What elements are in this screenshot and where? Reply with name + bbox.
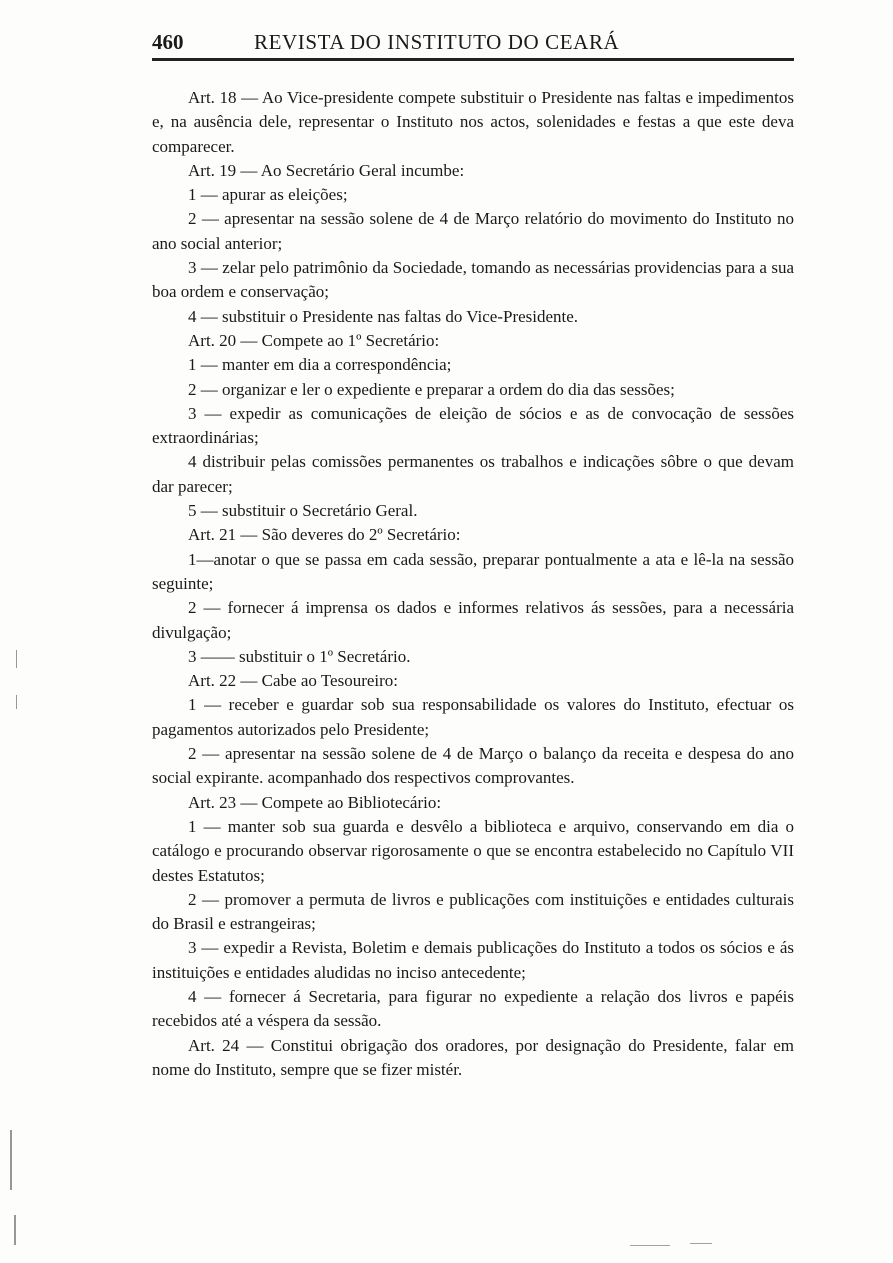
scan-artifact xyxy=(14,1215,16,1245)
article-19-item-2: 2 — apresentar na sessão solene de 4 de Março relatório do movimento do Instituto no ano social anterior; xyxy=(152,209,794,253)
scan-artifact xyxy=(16,695,17,709)
article-20-item-4: 4 distribuir pelas comissões permanentes os trabalhos e indicações sôbre o que devam dar parecer; xyxy=(152,452,794,496)
article-22-heading: Art. 22 — Cabe ao Tesoureiro: xyxy=(188,671,399,691)
article-23-item-3: 3 — expedir a Revista, Boletim e demais publicações do Instituto a todos os sócios e ás instituições e entidades aludidas no inciso antecedente; xyxy=(152,938,794,982)
article-21-item-2: 2 — fornecer á imprensa os dados e informes relativos ás sessões, para a necessária divulgação; xyxy=(152,598,794,642)
article-23-heading: Art. 23 — Compete ao Bibliotecário: xyxy=(188,792,442,812)
article-19-item-1: 1 — apurar as eleições; xyxy=(188,185,348,205)
article-22-item-1: 1 — receber e guardar sob sua responsabilidade os valores do Instituto, efectuar os pagamentos autorizados pelo Presidente; xyxy=(152,695,794,739)
scan-artifact xyxy=(16,650,17,668)
statute-text xyxy=(152,86,794,1082)
article-20-item-3: 3 — expedir as comunicações de eleição de sócios e as de convocação de sessões extraordinárias; xyxy=(152,403,794,448)
article-21-item-1: 1—anotar o que se passa em cada sessão, preparar pontualmente a ata e lê-la na sessão seguinte; xyxy=(152,549,794,593)
article-20-item-1: 1 — manter em dia a correspondência; xyxy=(188,355,452,375)
article-19-heading: Art. 19 — Ao Secretário Geral incumbe: xyxy=(188,160,465,180)
article-19-item-4: 4 — substituir o Presidente nas faltas do Vice-Presidente. xyxy=(188,306,579,326)
article-22-item-2: 2 — apresentar na sessão solene de 4 de Março o balanço da receita e despesa do ano social expirante. acompanhado dos respectivos comprovantes. xyxy=(152,744,794,788)
article-21-heading: Art. 21 — São deveres do 2º Secretário: xyxy=(188,525,461,545)
article-23-item-2: 2 — promover a permuta de livros e publicações com instituições e entidades culturais do Brasil e estrangeiras; xyxy=(152,889,794,934)
running-header xyxy=(152,28,794,61)
article-23-item-1: 1 — manter sob sua guarda e desvêlo a biblioteca e arquivo, conservando em dia o catálogo e procurando observar rigorosamente o que se encontra estabelecido no Capítulo VII destes Estatutos; xyxy=(152,816,794,885)
article-18: Art. 18 — Ao Vice-presidente compete substituir o Presidente nas faltas e impedimentos e, na ausência dele, representar o Instituto nos actos, solenidades e festas a que este deva comparecer. xyxy=(152,88,794,156)
running-title: REVISTA DO INSTITUTO DO CEARÁ xyxy=(254,30,620,54)
article-20-heading: Art. 20 — Compete ao 1º Secretário: xyxy=(188,330,440,350)
article-20-item-5: 5 — substituir o Secretário Geral. xyxy=(188,501,418,521)
article-19-item-3: 3 — zelar pelo patrimônio da Sociedade, tomando as necessárias providencias para a sua boa ordem e conservação; xyxy=(152,258,794,302)
article-20-item-2: 2 — organizar e ler o expediente e preparar a ordem do dia das sessões; xyxy=(188,379,675,399)
article-23-item-4: 4 — fornecer á Secretaria, para figurar no expediente a relação dos livros e papéis recebidos até a véspera da sessão. xyxy=(152,986,794,1031)
scan-artifact xyxy=(10,1130,12,1190)
article-24: Art. 24 — Constitui obrigação dos oradores, por designação do Presidente, falar em nome do Instituto, sempre que se fizer mistér. xyxy=(152,1035,794,1079)
page-number: 460 xyxy=(152,30,184,54)
article-21-item-3: 3 —— substituir o 1º Secretário. xyxy=(188,646,411,666)
scan-artifact xyxy=(630,1245,670,1246)
scan-artifact xyxy=(690,1243,712,1244)
